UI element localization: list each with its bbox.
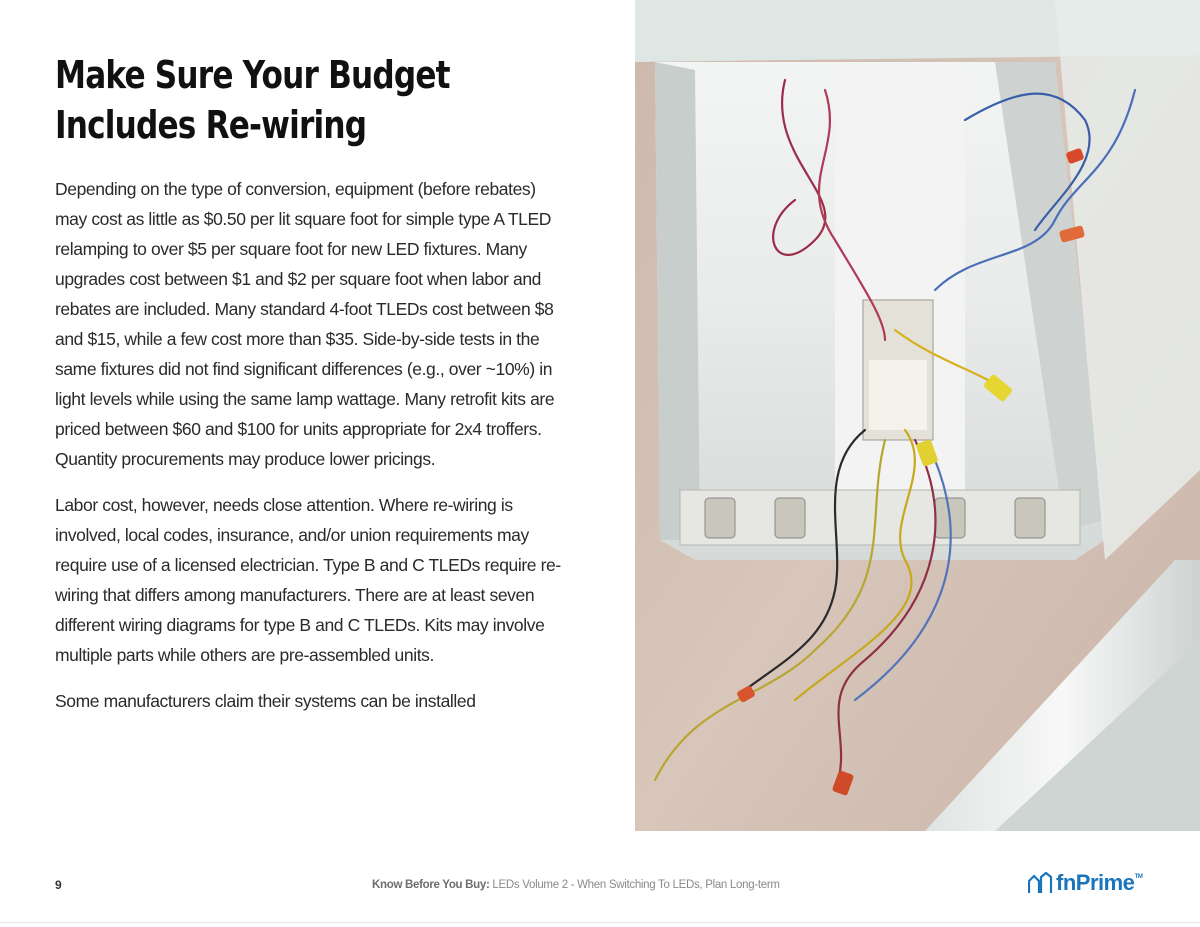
building-icon <box>1028 872 1054 894</box>
fnprime-logo <box>1028 868 1143 898</box>
page-heading <box>55 50 514 150</box>
troffer-left-wall <box>655 62 700 540</box>
heading-line-2: Includes Re-wiring <box>55 103 367 147</box>
logo-trademark: TM <box>1134 874 1143 880</box>
paragraph-cost: Depending on the type of conversion, equipment (before rebates) may cost as little as $0.50 per lit square foot for simple type A TLED relamping to over $5 per square foot for new LED fixtures. Many upgrades cost between $1 and $2 per square foot when labor and rebates are included. Many standard 4-foot TLEDs cost between $8 and $15, while a few cost more than $35. Side-by-side tests in the same fixtures did not find significant differences (e.g., over ~10%) in light levels while using the same lamp wattage. Many retrofit kits are priced between $60 and $100 for units appropriate for 2x4 troffers. Quantity procurements may produce lower pricings. <box>55 179 555 469</box>
fixture-wiring-illustration <box>635 0 1200 831</box>
fixture-wiring-photo <box>635 0 1200 831</box>
bottom-divider <box>0 922 1200 923</box>
lampholder-1 <box>705 498 735 538</box>
footer-subtitle: LEDs Volume 2 - When Switching To LEDs, Plan Long-term <box>489 879 780 891</box>
lampholder-2 <box>775 498 805 538</box>
ballast-label <box>869 360 927 430</box>
lampholder-4 <box>1015 498 1045 538</box>
footer-series-title: Know Before You Buy: <box>372 879 490 891</box>
heading-line-1: Make Sure Your Budget <box>55 53 450 97</box>
paragraph-install: Some manufacturers claim their systems can be installed <box>55 691 476 711</box>
paragraph-labor: Labor cost, however, needs close attention. Where re-wiring is involved, local codes, insurance, and/or union requirements may require use of a licensed electrician. Type B and C TLEDs require re-wiring that differs among manufacturers. There are at least seven different wiring diagrams for type B and C TLEDs. Kits may involve multiple parts while others are pre-assembled units. <box>55 495 561 665</box>
logo-wordmark <box>1056 870 1143 896</box>
page-number: 9 <box>55 878 62 892</box>
footer-title <box>372 879 780 891</box>
logo-text: fnPrime <box>1056 870 1135 895</box>
body-text <box>55 174 565 732</box>
